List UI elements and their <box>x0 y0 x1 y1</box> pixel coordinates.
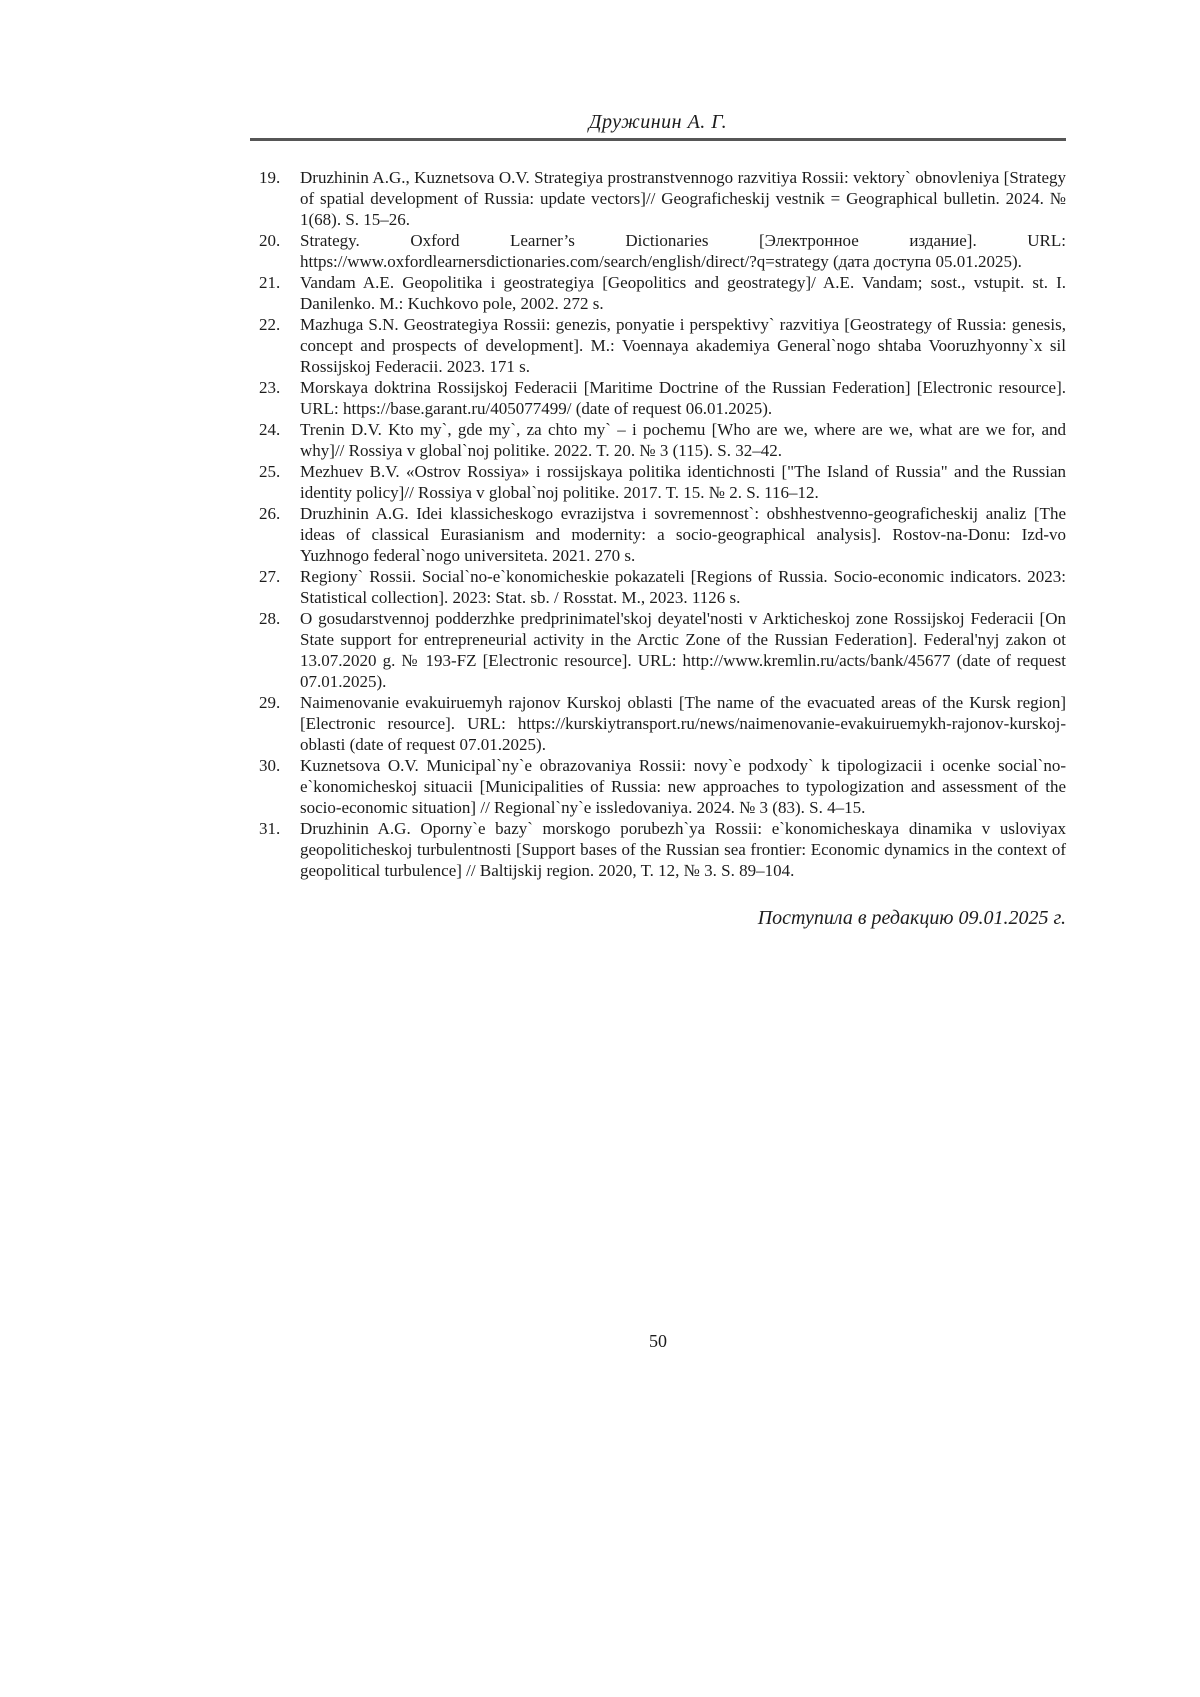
reference-number: 27. <box>259 567 281 586</box>
reference-item <box>250 419 1066 461</box>
reference-text: Mazhuga S.N. Geostrategiya Rossii: genezis, ponyatie i perspektivy` razvitiya [Geostrategy of Russia: genesis, concept and prospects of development]. M.: Voennaya akademiya General`nogo shtaba Vooruzhyonny`x sil Rossijskoj Federacii. 2023. 171 s. <box>300 315 1066 376</box>
reference-text: Regiony` Rossii. Social`no-e`konomicheskie pokazateli [Regions of Russia. Socio-economic indicators. 2023: Statistical collection]. 2023: Stat. sb. / Rosstat. M., 2023. 1126 s. <box>300 567 1066 607</box>
reference-item <box>250 230 1066 272</box>
reference-item <box>250 377 1066 419</box>
reference-number: 25. <box>259 462 281 481</box>
reference-item <box>250 818 1066 881</box>
reference-item <box>250 272 1066 314</box>
reference-text: Kuznetsova O.V. Municipal`ny`e obrazovaniya Rossii: novy`e podxody` k tipologizacii i ocenke social`no-e`konomicheskoj situacii [Municipalities of Russia: new approaches to typologization and assessment of the socio-economic situation] // Regional`ny`e issledovaniya. 2024. № 3 (83). S. 4–15. <box>300 756 1066 817</box>
reference-item <box>250 692 1066 755</box>
reference-number: 20. <box>259 231 281 250</box>
reference-text: Trenin D.V. Kto my`, gde my`, za chto my` – i pochemu [Who are we, where are we, what are we for, and why]// Rossiya v global`noj politike. 2022. T. 20. № 3 (115). S. 32–42. <box>300 420 1066 460</box>
reference-item <box>250 608 1066 692</box>
reference-item <box>250 755 1066 818</box>
reference-number: 28. <box>259 609 281 628</box>
reference-item <box>250 566 1066 608</box>
references-list <box>250 167 1066 881</box>
header-rule <box>250 138 1066 141</box>
reference-text: Druzhinin A.G., Kuznetsova O.V. Strategiya prostranstvennogo razvitiya Rossii: vektory` obnovleniya [Strategy of spatial development of Russia: update vectors]// Geograficheskij vestnik = Geographical bulletin. 2024. № 1(68). S. 15–26. <box>300 168 1066 229</box>
reference-number: 30. <box>259 756 281 775</box>
reference-text: Strategy. Oxford Learner’s Dictionaries [Электронное издание]. URL: https://www.oxfordlearnersdictionaries.com/search/english/direct/?q=strategy (дата доступа 05.01.2025). <box>300 231 1066 271</box>
reference-number: 24. <box>259 420 281 439</box>
reference-item <box>250 461 1066 503</box>
reference-number: 23. <box>259 378 281 397</box>
page-number: 50 <box>649 1331 667 1351</box>
reference-text: Vandam A.E. Geopolitika i geostrategiya [Geopolitics and geostrategy]/ A.E. Vandam; sost., vstupit. st. I. Danilenko. M.: Kuchkovo pole, 2002. 272 s. <box>300 273 1066 313</box>
reference-text: Druzhinin A.G. Oporny`e bazy` morskogo porubezh`ya Rossii: e`konomicheskaya dinamika v usloviyax geopoliticheskoj turbulentnosti [Support bases of the Russian sea frontier: Economic dynamics in the context of geopolitical turbulence] // Baltijskij region. 2020, T. 12, № 3. S. 89–104. <box>300 819 1066 880</box>
reference-number: 31. <box>259 819 281 838</box>
reference-item <box>250 314 1066 377</box>
reference-item <box>250 167 1066 230</box>
reference-text: Naimenovanie evakuiruemyh rajonov Kurskoj oblasti [The name of the evacuated areas of the Kursk region] [Electronic resource]. URL: https://kurskiytransport.ru/news/naimenovanie-evakuiruemykh-rajonov-kurskoj-oblasti (date of request 07.01.2025). <box>300 693 1066 754</box>
reference-number: 21. <box>259 273 281 292</box>
reference-text: Mezhuev B.V. «Ostrov Rossiya» i rossijskaya politika identichnosti ["The Island of Russia" and the Russian identity policy]// Rossiya v global`noj politike. 2017. T. 15. № 2. S. 116–12. <box>300 462 1066 502</box>
reference-text: O gosudarstvennoj podderzhke predprinimatel'skoj deyatel'nosti v Arkticheskoj zone Rossijskoj Federacii [On State support for entrepreneurial activity in the Arctic Zone of the Russian Federation]. Federal'nyj zakon ot 13.07.2020 g. № 193-FZ [Electronic resource]. URL: http://www.kremlin.ru/acts/bank/45677 (date of request 07.01.2025). <box>300 609 1066 691</box>
received-date-note: Поступила в редакцию 09.01.2025 г. <box>757 907 1066 929</box>
reference-number: 22. <box>259 315 281 334</box>
reference-number: 26. <box>259 504 281 523</box>
reference-number: 29. <box>259 693 281 712</box>
running-header-author: Дружинин А. Г. <box>588 111 728 133</box>
reference-number: 19. <box>259 168 281 187</box>
reference-text: Morskaya doktrina Rossijskoj Federacii [Maritime Doctrine of the Russian Federation] [Electronic resource]. URL: https://base.garant.ru/405077499/ (date of request 06.01.2025). <box>300 378 1066 418</box>
reference-item <box>250 503 1066 566</box>
page-content <box>250 110 1066 931</box>
reference-text: Druzhinin A.G. Idei klassicheskogo evrazijstva i sovremennost`: obshhestvenno-geograficheskij analiz [The ideas of classical Eurasianism and modernity: a socio-geographical analysis]. Rostov-na-Donu: Izd-vo Yuzhnogo federal`nogo universiteta. 2021. 270 s. <box>300 504 1066 565</box>
